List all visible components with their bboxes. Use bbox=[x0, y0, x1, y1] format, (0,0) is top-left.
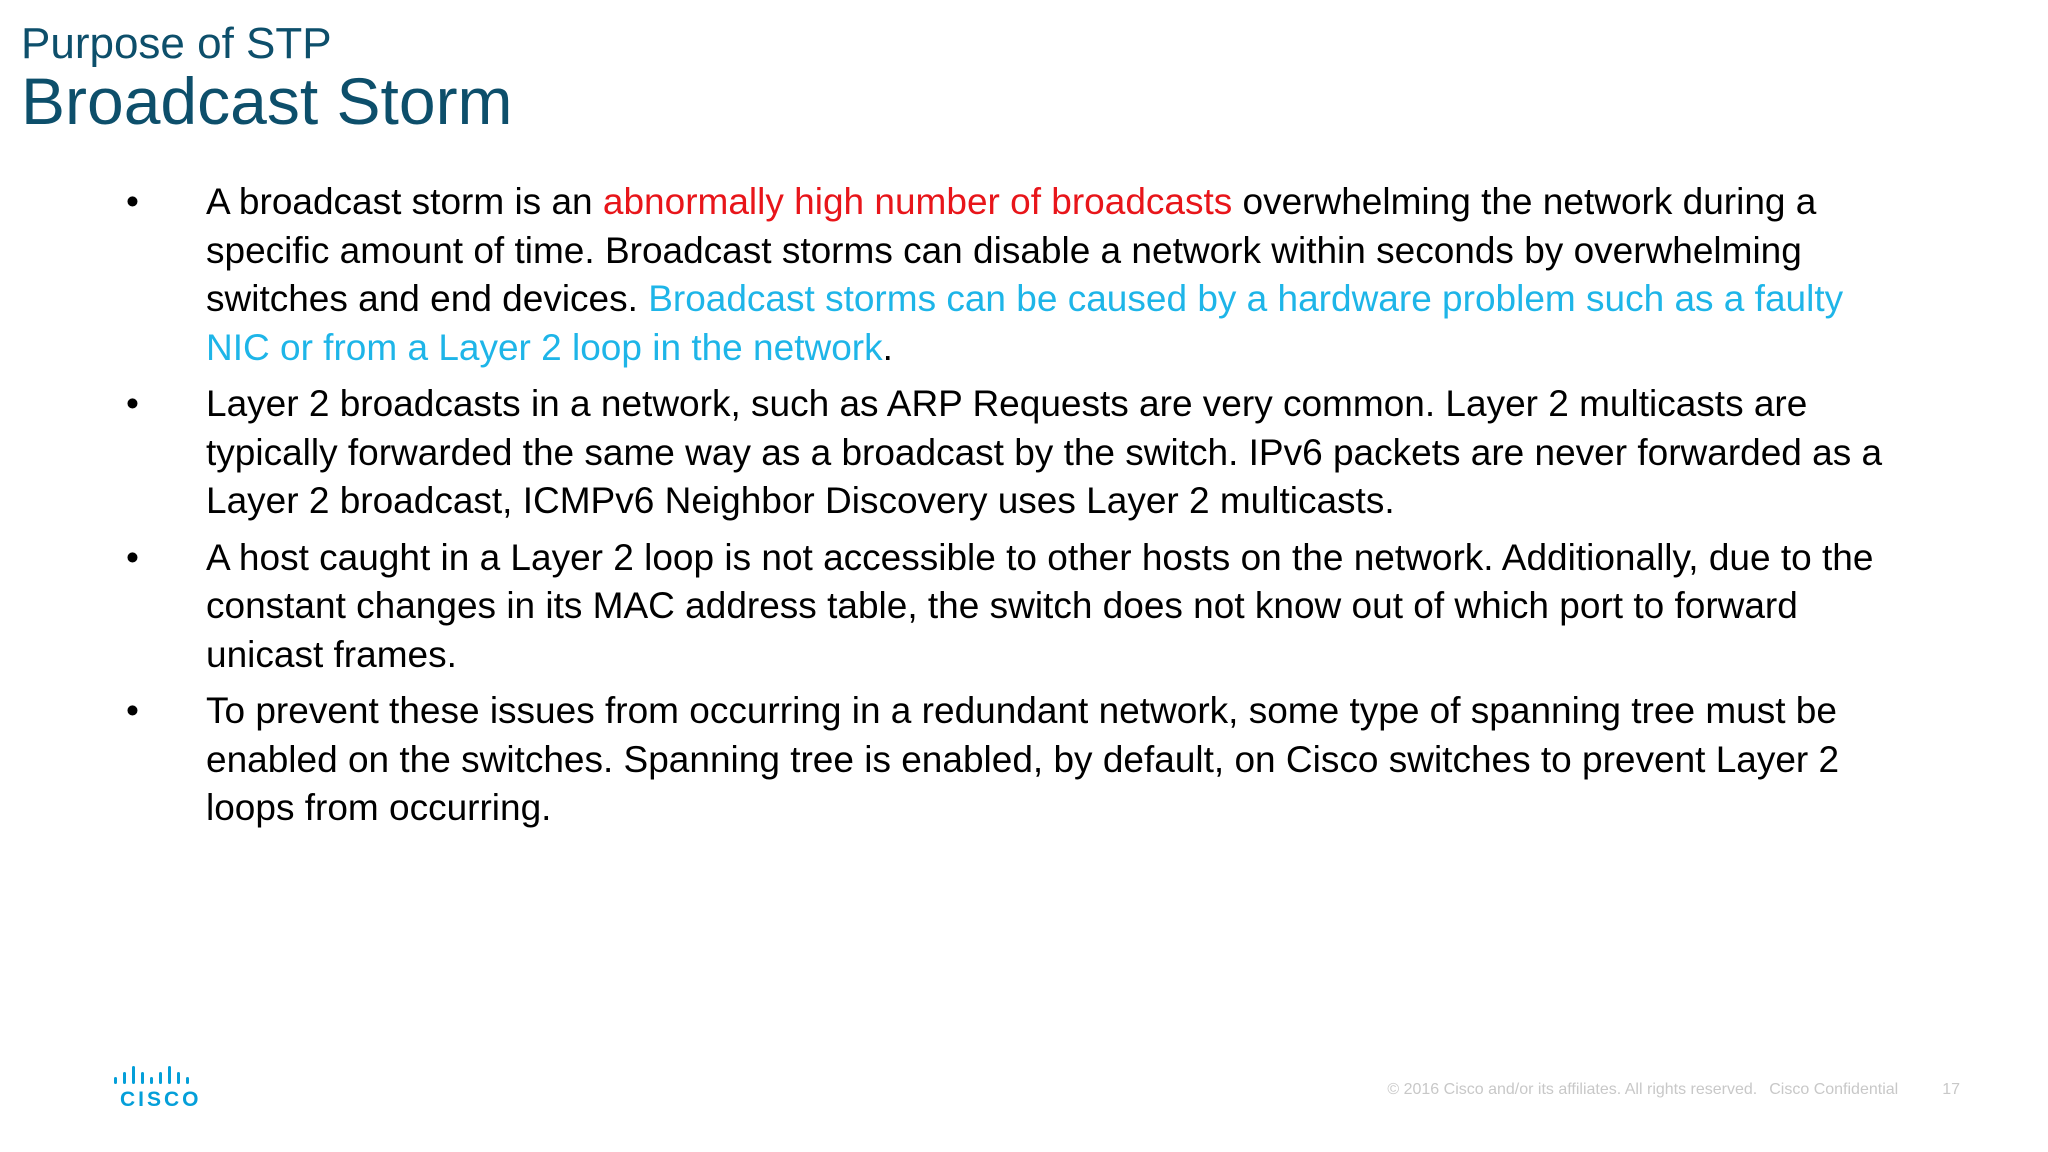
slide-title: Broadcast Storm bbox=[21, 64, 513, 138]
bullet-item bbox=[126, 687, 1886, 833]
bullet-item bbox=[126, 380, 1886, 526]
cisco-logo-text: CISCO bbox=[120, 1088, 202, 1111]
page-number: 17 bbox=[1942, 1081, 1960, 1098]
bullet-marker: • bbox=[126, 383, 139, 424]
bullet-text-segment: overwhelming the network during a specific amount of time. Broadcast storms can disable a network within seconds by overwhelming switches and end devices. bbox=[206, 181, 1817, 319]
bullet-text-highlight-cyan: Broadcast storms can be caused by a hardware problem such as a faulty NIC or from a Layer 2 loop in the network bbox=[206, 278, 1844, 368]
bullet-marker: • bbox=[126, 181, 139, 222]
bullet-marker: • bbox=[126, 536, 139, 578]
confidential-label: Cisco Confidential bbox=[1769, 1081, 1899, 1098]
bullet-list bbox=[126, 178, 1886, 841]
slide-footer bbox=[1375, 1081, 1960, 1099]
bullet-item bbox=[126, 534, 1886, 680]
bullet-text-segment: A broadcast storm is an bbox=[206, 181, 603, 222]
bullet-text-segment: A host caught in a Layer 2 loop is not accessible to other hosts on the network. Additionally, due to the constant changes in its MAC address table, the switch does not know out of which port to forward unicast frames. bbox=[206, 536, 1874, 675]
bullet-text-highlight-red: abnormally high number of broadcasts bbox=[602, 181, 1233, 222]
cisco-bridge-logo-icon bbox=[112, 1064, 198, 1088]
slide-subtitle: Purpose of STP bbox=[21, 19, 332, 68]
bullet-marker: • bbox=[126, 690, 139, 731]
cisco-logo bbox=[112, 1064, 202, 1114]
bullet-text-segment: To prevent these issues from occurring in a redundant network, some type of spanning tree must be enabled on the switches. Spanning tree is enabled, by default, on Cisco switches to prevent Layer 2 loops from occurring. bbox=[206, 690, 1840, 828]
bullet-item bbox=[126, 178, 1886, 372]
copyright-text: © 2016 Cisco and/or its affiliates. All rights reserved. bbox=[1387, 1081, 1758, 1098]
bullet-text-segment: . bbox=[882, 326, 893, 368]
bullet-text-segment: Layer 2 broadcasts in a network, such as ARP Requests are very common. Layer 2 multicasts are typically forwarded the same way as a broadcast by the switch. IPv6 packets are never forwarded as a Layer 2 broadcast, ICMPv6 Neighbor Discovery uses Layer 2 multicasts. bbox=[206, 383, 1883, 521]
